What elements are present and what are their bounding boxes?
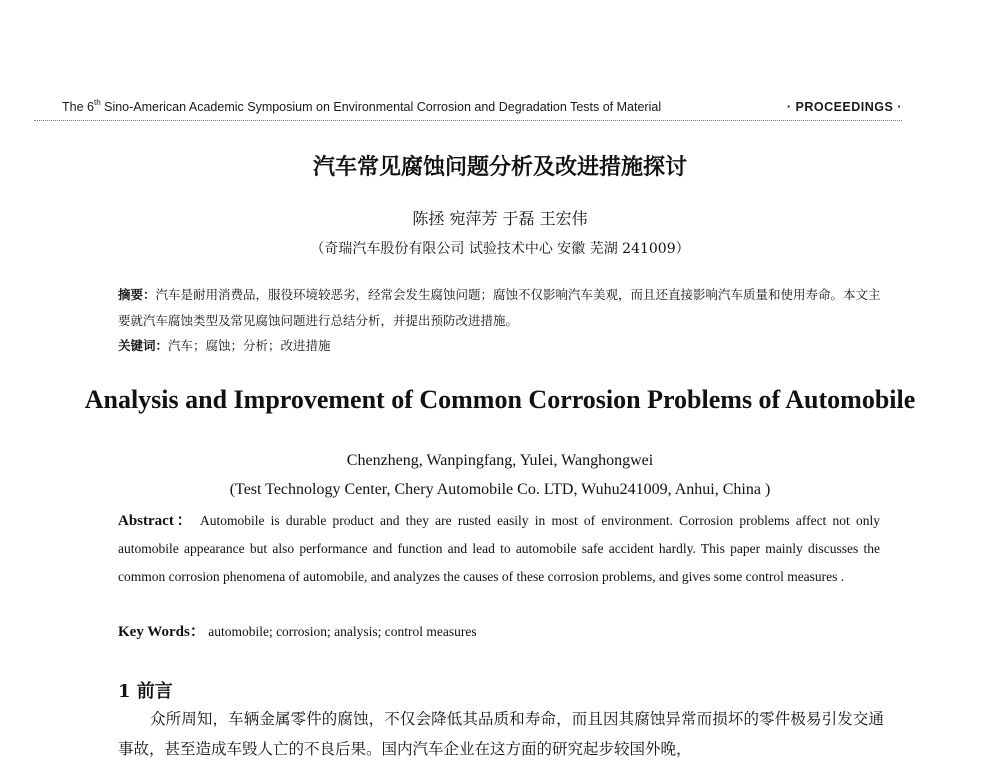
- header-ordinal-sup: th: [93, 98, 101, 107]
- english-affiliation: (Test Technology Center, Chery Automobile Co. LTD, Wuhu241009, Anhui, China ): [229, 481, 771, 498]
- english-authors: Chenzheng, Wanpingfang, Yulei, Wanghongwei: [346, 452, 654, 469]
- running-header: [62, 100, 902, 118]
- header-text-start: The 6: [62, 100, 94, 114]
- chinese-keywords-label: 关键词：: [118, 338, 169, 353]
- english-abstract-text: Automobile is durable product and they are rusted easily in most of environment. Corrosion problems affect not only automobile appearance but also performance and function and lead to automobile safe accident hardly. This paper mainly discusses the common corrosion phenomena of automobile, and analyzes the causes of these corrosion problems, and gives some control measures .: [118, 513, 880, 584]
- section-body-text: 众所周知，车辆金属零件的腐蚀，不仅会降低其品质和寿命，而且因其腐蚀异常而损坏的零件极易引发交通事故，甚至造成车毁人亡的不良后果。国内汽车企业在这方面的研究起步较国外晚，: [118, 710, 884, 758]
- chinese-affiliation: （奇瑞汽车股份有限公司 试验技术中心 安徽 芜湖 241009）: [310, 241, 690, 257]
- chinese-keywords-text: 汽车；腐蚀；分析；改进措施: [168, 338, 331, 353]
- chinese-abstract-label: 摘要：: [118, 287, 156, 302]
- header-rule: [34, 120, 902, 121]
- chinese-abstract-text: 汽车是耐用消费品，服役环境较恶劣，经常会发生腐蚀问题；腐蚀不仅影响汽车美观，而且还直接影响汽车质量和使用寿命。本文主要就汽车腐蚀类型及常见腐蚀问题进行总结分析，并提出预防改进措施。: [118, 287, 881, 328]
- chinese-abstract: [118, 282, 888, 334]
- english-keywords-text: automobile; corrosion; analysis; control measures: [208, 624, 477, 639]
- header-proceedings: · PROCEEDINGS ·: [786, 100, 902, 114]
- chinese-authors: 陈拯 宛萍芳 于磊 王宏伟: [412, 209, 588, 228]
- section-heading: 1 前言: [118, 681, 173, 702]
- english-keywords: [118, 620, 477, 641]
- chinese-keywords: [118, 336, 331, 354]
- header-symposium-title: [62, 100, 661, 114]
- english-abstract: [118, 507, 880, 591]
- header-text-end: Sino-American Academic Symposium on Environmental Corrosion and Degradation Tests of Material: [100, 100, 662, 114]
- english-title: Analysis and Improvement of Common Corrosion Problems of Automobile: [84, 385, 916, 414]
- english-abstract-label: Abstract：: [118, 513, 195, 529]
- english-keywords-label: Key Words：: [118, 624, 205, 640]
- chinese-title: 汽车常见腐蚀问题分析及改进措施探讨: [312, 154, 687, 180]
